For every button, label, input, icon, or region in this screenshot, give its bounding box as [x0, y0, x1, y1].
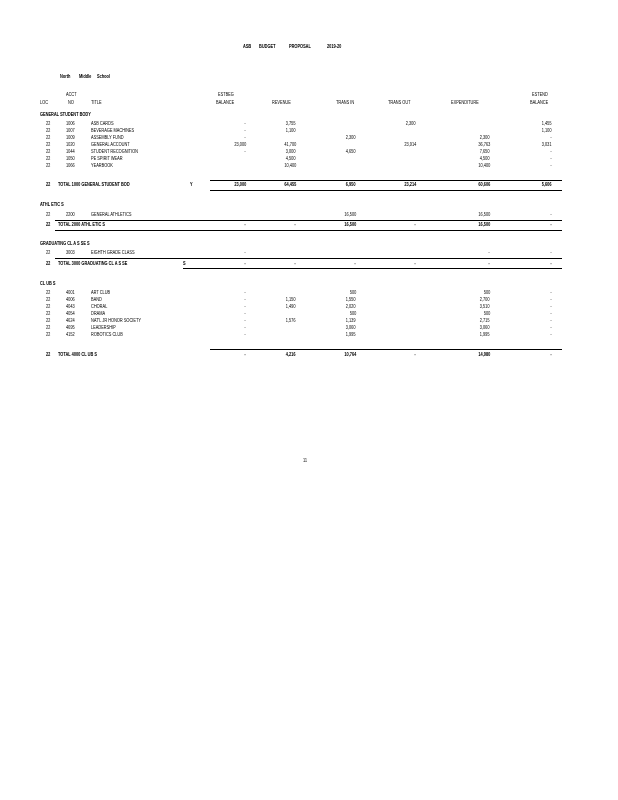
title-budget: BUDGET	[259, 44, 276, 50]
general-row-3-exp: 36,763	[478, 142, 490, 148]
general-row-4-loc: 22	[46, 149, 51, 155]
general-row-0-acct: 1006	[66, 121, 75, 127]
clubs-row-2-beg: -	[244, 304, 246, 310]
header-title: TITLE	[91, 100, 102, 106]
graduating-total-rule	[55, 258, 562, 259]
clubs-row-6-tin: 1,995	[346, 332, 356, 338]
general-total-label: TOTAL 1000 GENERAL STUDENT BOD	[58, 182, 130, 188]
title-proposal: PROPOSAL	[289, 44, 311, 50]
clubs-row-6-acct: 4152	[66, 332, 75, 338]
athletics-total-exp: 16,500	[478, 222, 490, 228]
clubs-row-6-beg: -	[244, 332, 246, 338]
clubs-total-beg: -	[244, 352, 246, 358]
clubs-row-5-tin: 3,060	[346, 325, 356, 331]
general-row-4-tin: 4,650	[346, 149, 356, 155]
athletics-row-0-tin: 16,500	[344, 212, 356, 218]
general-total-rule	[210, 180, 562, 181]
page-number: 11	[303, 458, 308, 464]
clubs-row-1-rev: 1,150	[286, 297, 296, 303]
header-expenditure: EXPENDITURE	[451, 100, 479, 106]
graduating-total-beg: -	[244, 261, 246, 267]
clubs-row-2-tin: 2,020	[346, 304, 356, 310]
general-row-3-tout: 23,914	[404, 142, 416, 148]
graduating-row-0-end: -	[550, 250, 552, 256]
clubs-row-3-title: DRAMA	[91, 311, 106, 317]
clubs-row-0-loc: 22	[46, 290, 51, 296]
clubs-row-1-tin: 1,550	[346, 297, 356, 303]
clubs-row-1-exp: 2,700	[480, 297, 490, 303]
general-row-4-acct: 1044	[66, 149, 75, 155]
graduating-total-tin: -	[354, 261, 356, 267]
graduating-row-0-beg: -	[244, 250, 246, 256]
clubs-row-6-end: -	[550, 332, 552, 338]
general-total-flag: Y	[190, 182, 193, 188]
general-row-3-acct: 1020	[66, 142, 75, 148]
header-estbeg: ESTBEG	[218, 92, 234, 98]
general-row-6-loc: 22	[46, 163, 51, 169]
general-total-beg: 23,000	[234, 182, 246, 188]
clubs-row-0-exp: 500	[483, 290, 490, 296]
header-trans-out: TRANS OUT	[388, 100, 411, 106]
clubs-row-0-tin: 500	[349, 290, 356, 296]
clubs-row-4-end: -	[550, 318, 552, 324]
general-row-0-rev: 3,755	[286, 121, 296, 127]
header-loc: LOC	[40, 100, 49, 106]
graduating-row-0-exp: -	[488, 250, 490, 256]
general-row-1-title: BEVERAGE MACHINES	[91, 128, 135, 134]
school-name-3: School	[97, 74, 111, 80]
general-row-4-exp: 7,650	[480, 149, 490, 155]
general-row-6-rev: 10,400	[284, 163, 296, 169]
clubs-row-2-exp: 3,510	[480, 304, 490, 310]
clubs-row-4-beg: -	[244, 318, 246, 324]
graduating-row-0-loc: 22	[46, 250, 51, 256]
general-row-1-loc: 22	[46, 128, 51, 134]
general-row-6-title: YEARBOOK	[91, 163, 113, 169]
general-row-5-exp: 4,500	[480, 156, 490, 162]
general-row-2-end: -	[550, 135, 552, 141]
clubs-row-5-exp: 3,060	[480, 325, 490, 331]
athletics-total-underline	[55, 230, 562, 231]
clubs-row-2-end: -	[550, 304, 552, 310]
general-row-2-loc: 22	[46, 135, 51, 141]
header-no: NO	[68, 100, 74, 106]
section-clubs-title: CL UB S	[40, 281, 56, 287]
clubs-row-2-loc: 22	[46, 304, 51, 310]
clubs-row-1-acct: 4006	[66, 297, 75, 303]
clubs-row-3-beg: -	[244, 311, 246, 317]
athletics-total-label: TOTAL 2000 ATHL ETIC S	[58, 222, 105, 228]
athletics-row-0-loc: 22	[46, 212, 51, 218]
general-row-2-title: ASSEMBLY FUND	[91, 135, 124, 141]
general-total-tin: 6,950	[346, 182, 356, 188]
clubs-row-5-loc: 22	[46, 325, 51, 331]
general-row-1-acct: 1007	[66, 128, 75, 134]
general-row-1-rev: 1,100	[286, 128, 296, 134]
athletics-row-0-end: -	[550, 212, 552, 218]
general-row-4-title: STUDENT RECOGNITION	[91, 149, 138, 155]
clubs-total-label: TOTAL 4000 CL UB S	[58, 352, 97, 358]
section-athletics-title: ATHL ETIC S	[40, 202, 64, 208]
general-row-0-tout: 2,300	[406, 121, 416, 127]
general-total-rev: 64,455	[284, 182, 296, 188]
athletics-total-rev: -	[294, 222, 296, 228]
clubs-total-rev: 4,216	[286, 352, 296, 358]
header-end-balance: BALANCE	[530, 100, 549, 106]
general-row-5-rev: 4,500	[286, 156, 296, 162]
general-row-5-end: -	[550, 156, 552, 162]
graduating-total-end: -	[550, 261, 552, 267]
clubs-total-exp: 14,980	[478, 352, 490, 358]
general-row-1-beg: -	[244, 128, 246, 134]
general-row-3-end: 3,031	[542, 142, 552, 148]
section-general-title: GENERAL STUDENT BODY	[40, 112, 91, 118]
graduating-total-rev: -	[294, 261, 296, 267]
clubs-row-5-end: -	[550, 325, 552, 331]
general-row-2-acct: 1009	[66, 135, 75, 141]
clubs-row-5-acct: 4695	[66, 325, 75, 331]
general-row-2-tin: 2,300	[346, 135, 356, 141]
general-row-6-acct: 1066	[66, 163, 75, 169]
athletics-total-tout: -	[414, 222, 416, 228]
clubs-row-4-exp: 2,715	[480, 318, 490, 324]
general-row-0-beg: -	[244, 121, 246, 127]
header-beg-balance: BALANCE	[216, 100, 235, 106]
header-revenue: REVENUE	[272, 100, 291, 106]
clubs-row-4-title: NAT'L JR HONOR SOCIETY	[91, 318, 141, 324]
general-total-tout: 23,214	[404, 182, 416, 188]
clubs-row-2-rev: 1,490	[286, 304, 296, 310]
athletics-total-end: -	[550, 222, 552, 228]
clubs-total-tin: 10,764	[344, 352, 356, 358]
graduating-total-exp: -	[488, 261, 490, 267]
general-row-3-title: GENERAL ACCOUNT	[91, 142, 130, 148]
header-acct: ACCT	[66, 92, 77, 98]
clubs-row-3-tin: 500	[349, 311, 356, 317]
graduating-total-loc: 22	[46, 261, 51, 267]
general-total-loc: 22	[46, 182, 51, 188]
clubs-row-3-acct: 4054	[66, 311, 75, 317]
athletics-row-0-exp: 16,500	[478, 212, 490, 218]
clubs-row-5-title: LEADERSHIP	[91, 325, 116, 331]
clubs-total-tout: -	[414, 352, 416, 358]
clubs-row-3-end: -	[550, 311, 552, 317]
general-row-4-rev: 3,000	[286, 149, 296, 155]
clubs-row-2-acct: 4043	[66, 304, 75, 310]
general-row-0-end: 1,455	[542, 121, 552, 127]
general-row-3-rev: 41,700	[284, 142, 296, 148]
header-estend: ESTEND	[532, 92, 548, 98]
athletics-total-beg: -	[244, 222, 246, 228]
clubs-row-4-rev: 1,576	[286, 318, 296, 324]
general-total-exp: 60,606	[478, 182, 490, 188]
athletics-row-0-title: GENERAL ATHLETICS	[91, 212, 132, 218]
clubs-row-5-beg: -	[244, 325, 246, 331]
general-row-4-beg: -	[244, 149, 246, 155]
clubs-row-0-end: -	[550, 290, 552, 296]
clubs-total-loc: 22	[46, 352, 51, 358]
school-name-2: Middle	[79, 74, 92, 80]
general-row-0-title: ASB CARDS	[91, 121, 114, 127]
general-row-0-loc: 22	[46, 121, 51, 127]
clubs-row-4-acct: 4624	[66, 318, 75, 324]
athletics-total-rule	[55, 220, 562, 221]
clubs-row-1-end: -	[550, 297, 552, 303]
general-total-end: 5,606	[542, 182, 552, 188]
clubs-row-3-loc: 22	[46, 311, 51, 317]
clubs-row-6-loc: 22	[46, 332, 51, 338]
clubs-row-3-exp: 500	[483, 311, 490, 317]
section-graduating-title: GRADUATING CL A S SE S	[40, 241, 90, 247]
general-row-5-acct: 1050	[66, 156, 75, 162]
general-total-underline	[210, 190, 562, 191]
athletics-row-0-acct: 2200	[66, 212, 75, 218]
title-asb: ASB	[243, 44, 252, 50]
clubs-total-end: -	[550, 352, 552, 358]
general-row-5-loc: 22	[46, 156, 51, 162]
graduating-total-underline	[183, 268, 562, 269]
clubs-row-1-loc: 22	[46, 297, 51, 303]
general-row-6-end: -	[550, 163, 552, 169]
general-row-6-exp: 10,400	[478, 163, 490, 169]
clubs-row-6-title: ROBOTICS CLUB	[91, 332, 123, 338]
title-year: 2019-20	[327, 44, 342, 50]
graduating-row-0-acct: 3003	[66, 250, 75, 256]
school-name-1: North	[60, 74, 71, 80]
header-trans-in: TRANS IN	[336, 100, 355, 106]
clubs-row-6-exp: 1,995	[480, 332, 490, 338]
clubs-total-rule	[210, 349, 562, 350]
clubs-row-0-acct: 4001	[66, 290, 75, 296]
general-row-3-beg: 23,000	[234, 142, 246, 148]
general-row-1-end: 1,100	[542, 128, 552, 134]
general-row-2-beg: -	[244, 135, 246, 141]
general-row-2-exp: 2,300	[480, 135, 490, 141]
athletics-total-loc: 22	[46, 222, 51, 228]
clubs-row-2-title: CHORAL	[91, 304, 108, 310]
clubs-row-1-title: BAND	[91, 297, 102, 303]
general-row-3-loc: 22	[46, 142, 51, 148]
general-row-5-title: PE SPIRIT WEAR	[91, 156, 123, 162]
athletics-total-tin: 16,500	[344, 222, 356, 228]
general-row-4-end: -	[550, 149, 552, 155]
graduating-total-flag: S	[183, 261, 186, 267]
clubs-row-4-tin: 1,139	[346, 318, 356, 324]
clubs-row-4-loc: 22	[46, 318, 51, 324]
graduating-row-0-title: EIGHTH GRADE CLASS	[91, 250, 135, 256]
clubs-row-0-title: ART CLUB	[91, 290, 111, 296]
graduating-total-label: TOTAL 3000 GRADUATING CL A S SE	[58, 261, 128, 267]
clubs-row-1-beg: -	[244, 297, 246, 303]
clubs-row-0-beg: -	[244, 290, 246, 296]
graduating-total-tout: -	[414, 261, 416, 267]
